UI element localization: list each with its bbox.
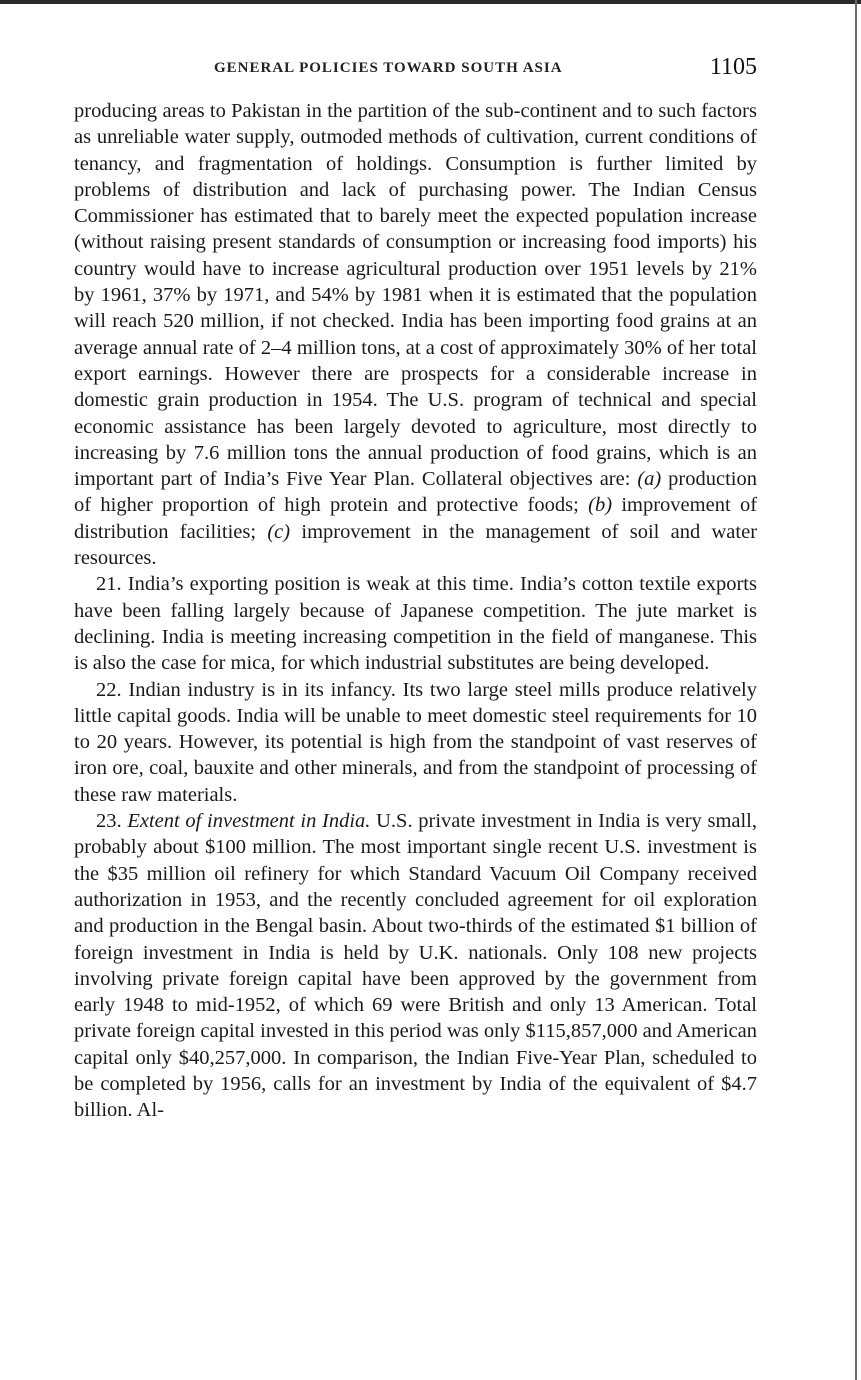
paragraph-21: 21. India’s exporting position is weak at this time. India’s cotton textile exports have been falling largely because of Japanese competition. The jute market is declining. India is meeting increasing competition in the field of manganese. This is also the case for mica, for which industrial substitutes are being developed. bbox=[74, 573, 757, 675]
body-text bbox=[74, 98, 757, 1124]
paragraph-23-heading: Extent of investment in India. bbox=[127, 810, 371, 833]
paragraph-23: 23. Extent of investment in India. U.S. private investment in India is very small, probably about $100 million. The most important single recent U.S. investment is the $35 million oil refinery for which Standard Vacuum Oil Company received authorization in 1953, and the recently concluded agreement for oil exploration and production in the Bengal basin. About two-thirds of the estimated $1 billion of foreign investment in India is held by U.K. nationals. Only 108 new projects involving private foreign capital have been approved by the government from early 1948 to mid-1952, of which 69 were British and only 13 American. Total private foreign capital invested in this period was only $115,857,000 and American capital only $40,257,000. In comparison, the Indian Five-Year Plan, scheduled to be completed by 1956, calls for an investment by India of the equivalent of $4.7 billion. Al- bbox=[74, 810, 758, 1122]
page-header bbox=[74, 54, 757, 84]
running-head: GENERAL POLICIES TOWARD SOUTH ASIA bbox=[214, 60, 563, 76]
top-edge-rule bbox=[0, 0, 861, 4]
paragraph-20-continued: producing areas to Pakistan in the partition of the sub-continent and to such factors as unreliable water supply, outmoded methods of cultivation, current conditions of tenancy, and fragmentation of holdings. Consumption is further limited by problems of distribution and lack of purchasing power. The Indian Census Commissioner has estimated that to barely meet the expected population increase (without raising present standards of consumption or increasing food imports) his country would have to increase agricultural production over 1951 levels by 21% by 1961, 37% by 1971, and 54% by 1981 when it is estimated that the population will reach 520 million, if not checked. India has been importing food grains at an average annual rate of 2–4 million tons, at a cost of approximately 30% of her total export earnings. However there are prospects for a considerable increase in domestic grain production in 1954. The U.S. program of technical and special economic assistance has been largely devoted to agriculture, most directly to increasing by 7.6 million tons the annual production of food grains, which is an important part of India’s Five Year Plan. Collateral objectives are: (a) production of higher proportion of high protein and protective foods; (b) improvement of distribution facilities; (c) improvement in the management of soil and water resources. bbox=[74, 100, 758, 570]
page bbox=[74, 54, 757, 1124]
page-edge bbox=[855, 0, 857, 1380]
paragraph-22: 22. Indian industry is in its infancy. Its two large steel mills produce relatively little capital goods. India will be unable to meet domestic steel requirements for 10 to 20 years. However, its potential is high from the standpoint of vast reserves of iron ore, coal, bauxite and other minerals, and from the standpoint of processing of these raw materials. bbox=[74, 678, 757, 806]
page-number: 1105 bbox=[709, 54, 757, 80]
